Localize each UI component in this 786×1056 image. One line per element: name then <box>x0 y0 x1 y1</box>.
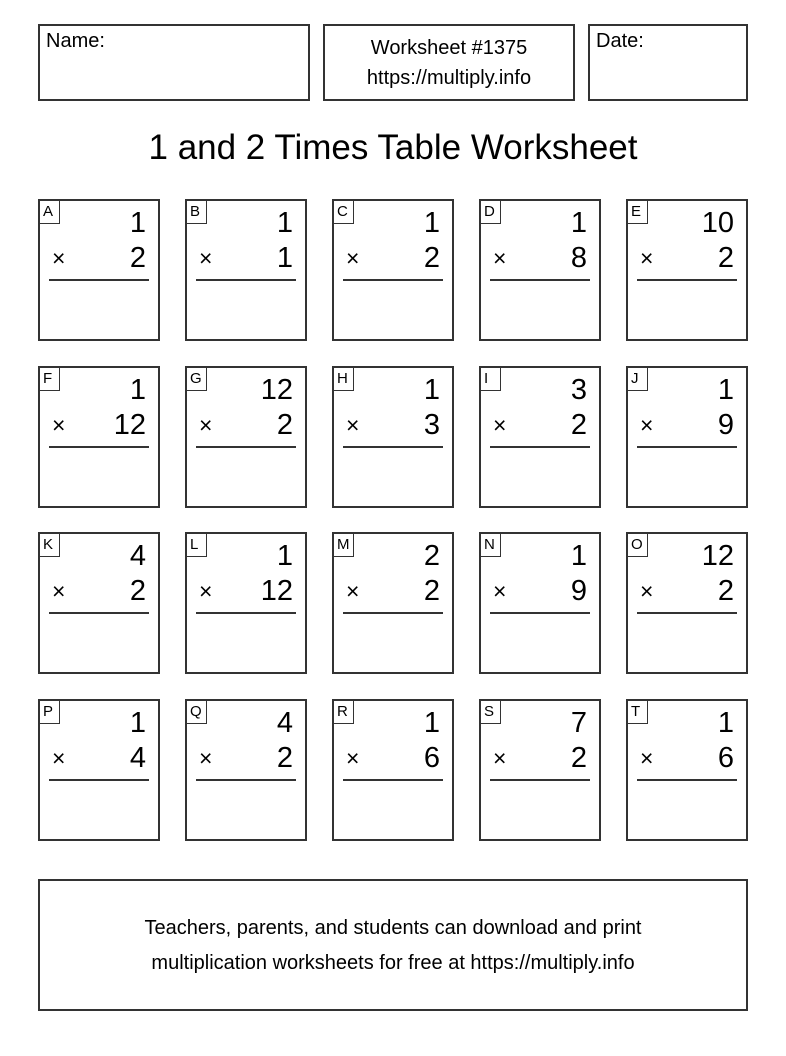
problem-i[interactable] <box>479 366 601 508</box>
multiplicand: 1 <box>129 374 146 406</box>
multiplicand: 1 <box>423 707 440 739</box>
footer-box <box>38 879 748 1011</box>
multiply-sign: × <box>346 745 360 771</box>
problem-letter: C <box>334 201 354 224</box>
problem-letter: S <box>481 701 501 724</box>
multiplier: 9 <box>717 409 734 441</box>
answer-line <box>196 612 296 614</box>
problem-g[interactable] <box>185 366 307 508</box>
multiply-sign: × <box>199 578 213 604</box>
problem-letter: K <box>40 534 60 557</box>
worksheet-number: Worksheet #1375 <box>370 37 528 59</box>
answer-line <box>637 279 737 281</box>
date-label: Date: <box>596 30 644 52</box>
answer-line <box>490 612 590 614</box>
multiplier: 2 <box>423 242 440 274</box>
answer-line <box>490 779 590 781</box>
multiply-sign: × <box>346 412 360 438</box>
multiply-sign: × <box>346 245 360 271</box>
problem-letter: T <box>628 701 648 724</box>
name-label: Name: <box>46 30 105 52</box>
answer-line <box>343 779 443 781</box>
problem-j[interactable] <box>626 366 748 508</box>
multiplicand: 10 <box>701 207 734 239</box>
multiplier: 1 <box>276 242 293 274</box>
multiplier: 4 <box>129 742 146 774</box>
problem-d[interactable] <box>479 199 601 341</box>
problem-t[interactable] <box>626 699 748 841</box>
multiplier: 2 <box>276 742 293 774</box>
problem-n[interactable] <box>479 532 601 674</box>
footer-text-line-2: multiplication worksheets for free at https://multiply.info <box>151 952 635 974</box>
multiplicand: 1 <box>129 707 146 739</box>
multiplier: 6 <box>717 742 734 774</box>
answer-line <box>196 279 296 281</box>
multiply-sign: × <box>493 412 507 438</box>
multiplier: 2 <box>276 409 293 441</box>
multiplier: 2 <box>423 575 440 607</box>
problem-k[interactable] <box>38 532 160 674</box>
problem-f[interactable] <box>38 366 160 508</box>
answer-line <box>637 446 737 448</box>
problem-q[interactable] <box>185 699 307 841</box>
multiply-sign: × <box>52 245 66 271</box>
multiplier: 6 <box>423 742 440 774</box>
multiplier: 12 <box>113 409 146 441</box>
problem-p[interactable] <box>38 699 160 841</box>
multiplicand: 1 <box>276 540 293 572</box>
multiply-sign: × <box>640 578 654 604</box>
multiplier: 8 <box>570 242 587 274</box>
answer-line <box>343 446 443 448</box>
multiply-sign: × <box>493 578 507 604</box>
problem-letter: F <box>40 368 60 391</box>
multiply-sign: × <box>199 412 213 438</box>
problem-h[interactable] <box>332 366 454 508</box>
multiply-sign: × <box>493 245 507 271</box>
answer-line <box>49 779 149 781</box>
answer-line <box>49 612 149 614</box>
answer-line <box>490 446 590 448</box>
problem-letter: B <box>187 201 207 224</box>
problem-letter: Q <box>187 701 207 724</box>
multiplicand: 7 <box>570 707 587 739</box>
multiply-sign: × <box>52 745 66 771</box>
multiplier: 2 <box>717 575 734 607</box>
answer-line <box>49 279 149 281</box>
problem-o[interactable] <box>626 532 748 674</box>
multiplicand: 1 <box>423 207 440 239</box>
multiplicand: 4 <box>129 540 146 572</box>
problem-letter: P <box>40 701 60 724</box>
problem-letter: J <box>628 368 648 391</box>
answer-line <box>490 279 590 281</box>
multiply-sign: × <box>52 578 66 604</box>
problem-letter: M <box>334 534 354 557</box>
multiplier: 3 <box>423 409 440 441</box>
problem-letter: E <box>628 201 648 224</box>
answer-line <box>196 779 296 781</box>
problem-r[interactable] <box>332 699 454 841</box>
multiplier: 2 <box>717 242 734 274</box>
multiplicand: 1 <box>129 207 146 239</box>
multiply-sign: × <box>346 578 360 604</box>
problem-letter: H <box>334 368 354 391</box>
problem-letter: I <box>481 368 501 391</box>
multiply-sign: × <box>640 412 654 438</box>
problem-letter: R <box>334 701 354 724</box>
multiply-sign: × <box>493 745 507 771</box>
multiplicand: 1 <box>570 540 587 572</box>
multiplicand: 2 <box>423 540 440 572</box>
multiply-sign: × <box>640 245 654 271</box>
problem-letter: A <box>40 201 60 224</box>
problem-a[interactable] <box>38 199 160 341</box>
problem-l[interactable] <box>185 532 307 674</box>
problem-letter: D <box>481 201 501 224</box>
multiply-sign: × <box>640 745 654 771</box>
answer-line <box>343 612 443 614</box>
multiply-sign: × <box>52 412 66 438</box>
multiply-sign: × <box>199 745 213 771</box>
multiplicand: 4 <box>276 707 293 739</box>
problem-letter: N <box>481 534 501 557</box>
multiplier: 2 <box>570 409 587 441</box>
answer-line <box>49 446 149 448</box>
multiplicand: 1 <box>276 207 293 239</box>
multiplicand: 1 <box>717 707 734 739</box>
problem-s[interactable] <box>479 699 601 841</box>
multiply-sign: × <box>199 245 213 271</box>
multiplicand: 1 <box>570 207 587 239</box>
multiplicand: 1 <box>423 374 440 406</box>
multiplier: 2 <box>129 575 146 607</box>
multiplicand: 1 <box>717 374 734 406</box>
worksheet-url: https://multiply.info <box>366 67 532 89</box>
problem-letter: O <box>628 534 648 557</box>
multiplicand: 3 <box>570 374 587 406</box>
footer-text-line-1: Teachers, parents, and students can download and print <box>144 917 642 939</box>
problem-m[interactable] <box>332 532 454 674</box>
answer-line <box>343 279 443 281</box>
answer-line <box>196 446 296 448</box>
answer-line <box>637 612 737 614</box>
problem-letter: L <box>187 534 207 557</box>
answer-line <box>637 779 737 781</box>
multiplicand: 12 <box>260 374 293 406</box>
multiplier: 12 <box>260 575 293 607</box>
problem-b[interactable] <box>185 199 307 341</box>
page-title: 1 and 2 Times Table Worksheet <box>148 128 638 167</box>
multiplier: 2 <box>129 242 146 274</box>
problem-c[interactable] <box>332 199 454 341</box>
problem-letter: G <box>187 368 207 391</box>
multiplicand: 12 <box>701 540 734 572</box>
problem-e[interactable] <box>626 199 748 341</box>
multiplier: 9 <box>570 575 587 607</box>
multiplier: 2 <box>570 742 587 774</box>
